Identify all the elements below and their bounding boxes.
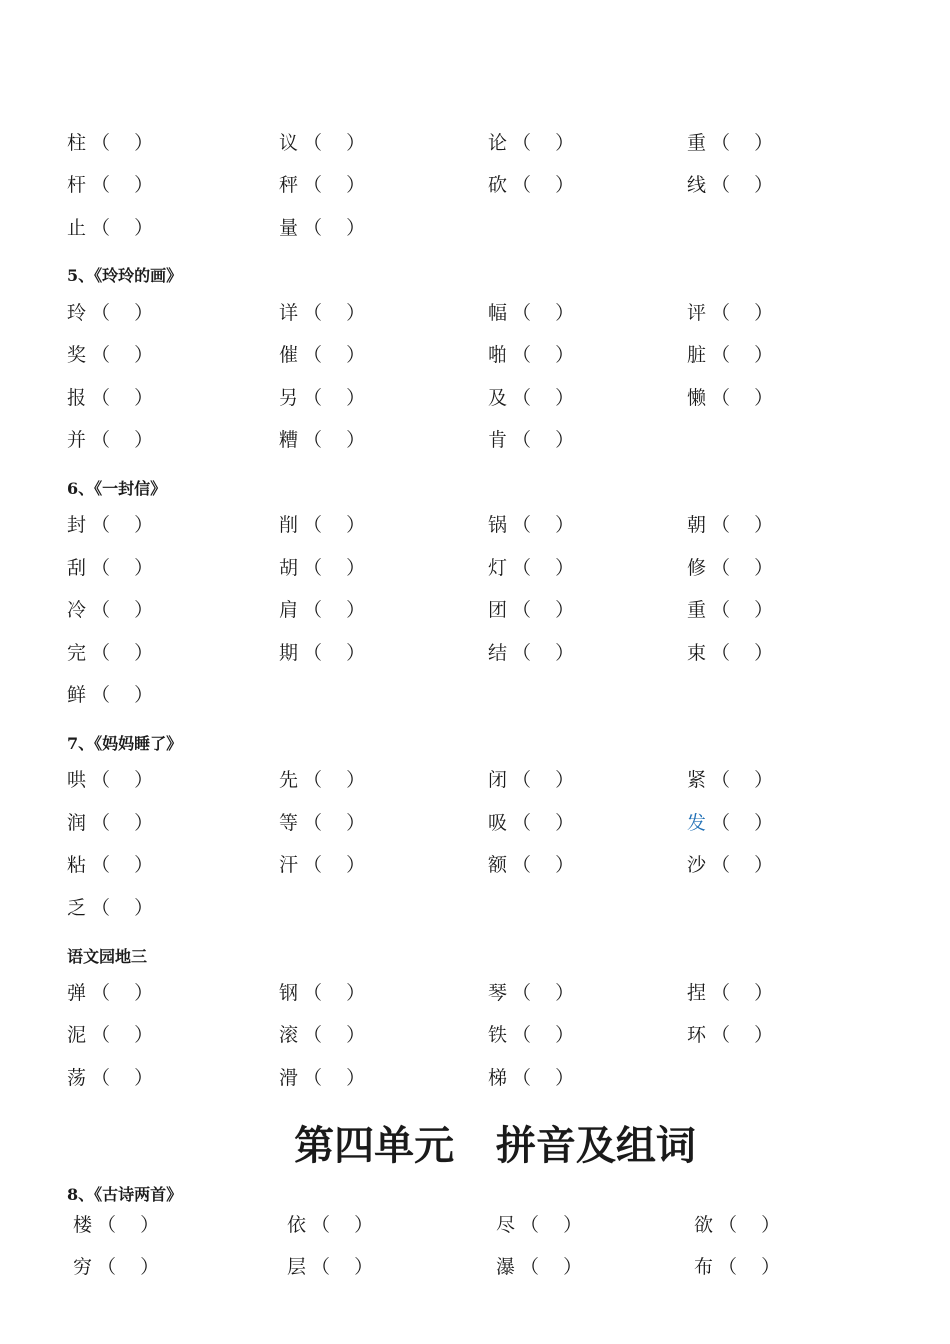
char-item: 议 （ ） (279, 132, 366, 154)
char-item: 吸 （ ） (488, 812, 575, 834)
char-item: 肩 （ ） (279, 599, 366, 621)
char-item: 期 （ ） (279, 642, 366, 664)
char-item: 详 （ ） (279, 302, 366, 324)
char-item: 量 （ ） (279, 217, 366, 239)
char-item: 结 （ ） (488, 642, 575, 664)
char-item: 层 （ ） (287, 1256, 374, 1278)
char-row (0, 595, 950, 625)
char-row (0, 1063, 950, 1093)
lesson-heading: 5、《玲玲的画》 (67, 266, 183, 285)
char-item: 封 （ ） (67, 514, 154, 536)
char-row (0, 638, 950, 668)
char-item: 削 （ ） (279, 514, 366, 536)
char-item: 汗 （ ） (279, 854, 366, 876)
char-item: 梯 （ ） (488, 1067, 575, 1089)
char-item: 滑 （ ） (279, 1067, 366, 1089)
char-item: 等 （ ） (279, 812, 366, 834)
char-item: 钢 （ ） (279, 982, 366, 1004)
char-item: 柱 （ ） (67, 132, 154, 154)
char-item: 琴 （ ） (488, 982, 575, 1004)
char-item: 依 （ ） (287, 1214, 374, 1236)
char-row (0, 850, 950, 880)
char-row (0, 128, 950, 158)
char-item: 幅 （ ） (488, 302, 575, 324)
char-row (0, 1210, 950, 1240)
char-item: 灯 （ ） (488, 557, 575, 579)
char-item: 布 （ ） (694, 1256, 781, 1278)
char-item: 粘 （ ） (67, 854, 154, 876)
char-item: 紧 （ ） (687, 769, 774, 791)
char-item: 铁 （ ） (488, 1024, 575, 1046)
char-item: 另 （ ） (279, 387, 366, 409)
char-item: 环 （ ） (687, 1024, 774, 1046)
char-row (0, 510, 950, 540)
char-item: 脏 （ ） (687, 344, 774, 366)
char-item: 杆 （ ） (67, 174, 154, 196)
char-row (0, 213, 950, 243)
char-item: 先 （ ） (279, 769, 366, 791)
char-row (0, 383, 950, 413)
char-item: 束 （ ） (687, 642, 774, 664)
unit-title: 第四单元 拼音及组词 (294, 1122, 696, 1169)
char-item: 糟 （ ） (279, 429, 366, 451)
char-item: 玲 （ ） (67, 302, 154, 324)
char-item: 重 （ ） (687, 132, 774, 154)
char-item: 楼 （ ） (73, 1214, 160, 1236)
lesson-heading: 6、《一封信》 (67, 479, 167, 498)
char-item: 评 （ ） (687, 302, 774, 324)
char-row (0, 298, 950, 328)
char-item: 砍 （ ） (488, 174, 575, 196)
char-row (0, 680, 950, 710)
char-item: 报 （ ） (67, 387, 154, 409)
char-item: 并 （ ） (67, 429, 154, 451)
char-item: 刮 （ ） (67, 557, 154, 579)
char-item: 完 （ ） (67, 642, 154, 664)
char-item: 闭 （ ） (488, 769, 575, 791)
char-item: 线 （ ） (687, 174, 774, 196)
char-item: 荡 （ ） (67, 1067, 154, 1089)
char-row (0, 1020, 950, 1050)
char-item: 尽 （ ） (496, 1214, 583, 1236)
char-item: 奖 （ ） (67, 344, 154, 366)
char-item: 瀑 （ ） (496, 1256, 583, 1278)
char-item: 啪 （ ） (488, 344, 575, 366)
char-row (0, 1252, 950, 1282)
char-item: 秤 （ ） (279, 174, 366, 196)
char-row (0, 340, 950, 370)
char-item: 朝 （ ） (687, 514, 774, 536)
char-item: 肯 （ ） (488, 429, 575, 451)
char-item: 滚 （ ） (279, 1024, 366, 1046)
char-item: 修 （ ） (687, 557, 774, 579)
char-item: 哄 （ ） (67, 769, 154, 791)
char-item: 锅 （ ） (488, 514, 575, 536)
char-item: 泥 （ ） (67, 1024, 154, 1046)
char-row (0, 808, 950, 838)
char-item: 鲜 （ ） (67, 684, 154, 706)
char-item: 团 （ ） (488, 599, 575, 621)
char-item: 额 （ ） (488, 854, 575, 876)
char-item: 重 （ ） (687, 599, 774, 621)
char-item: 捏 （ ） (687, 982, 774, 1004)
char-item: 沙 （ ） (687, 854, 774, 876)
char-item: 及 （ ） (488, 387, 575, 409)
char-row (0, 765, 950, 795)
lesson-heading: 7、《妈妈睡了》 (67, 734, 183, 753)
char-item: 懒 （ ） (687, 387, 774, 409)
highlighted-char: 发 (687, 812, 707, 834)
char-item: 欲 （ ） (694, 1214, 781, 1236)
char-item: 止 （ ） (67, 217, 154, 239)
char-item: 润 （ ） (67, 812, 154, 834)
char-row (0, 553, 950, 583)
char-row (0, 425, 950, 455)
char-item: 论 （ ） (488, 132, 575, 154)
char-item: 穷 （ ） (73, 1256, 160, 1278)
lesson-heading: 语文园地三 (67, 947, 148, 966)
char-row (0, 170, 950, 200)
char-item: 发 （ ） (687, 808, 773, 838)
char-item: 胡 （ ） (279, 557, 366, 579)
char-item: 弹 （ ） (67, 982, 154, 1004)
char-item: 催 （ ） (279, 344, 366, 366)
char-row (0, 893, 950, 923)
char-item: 乏 （ ） (67, 897, 154, 919)
char-row (0, 978, 950, 1008)
lesson-heading: 8、《古诗两首》 (67, 1185, 183, 1204)
char-item: 冷 （ ） (67, 599, 154, 621)
